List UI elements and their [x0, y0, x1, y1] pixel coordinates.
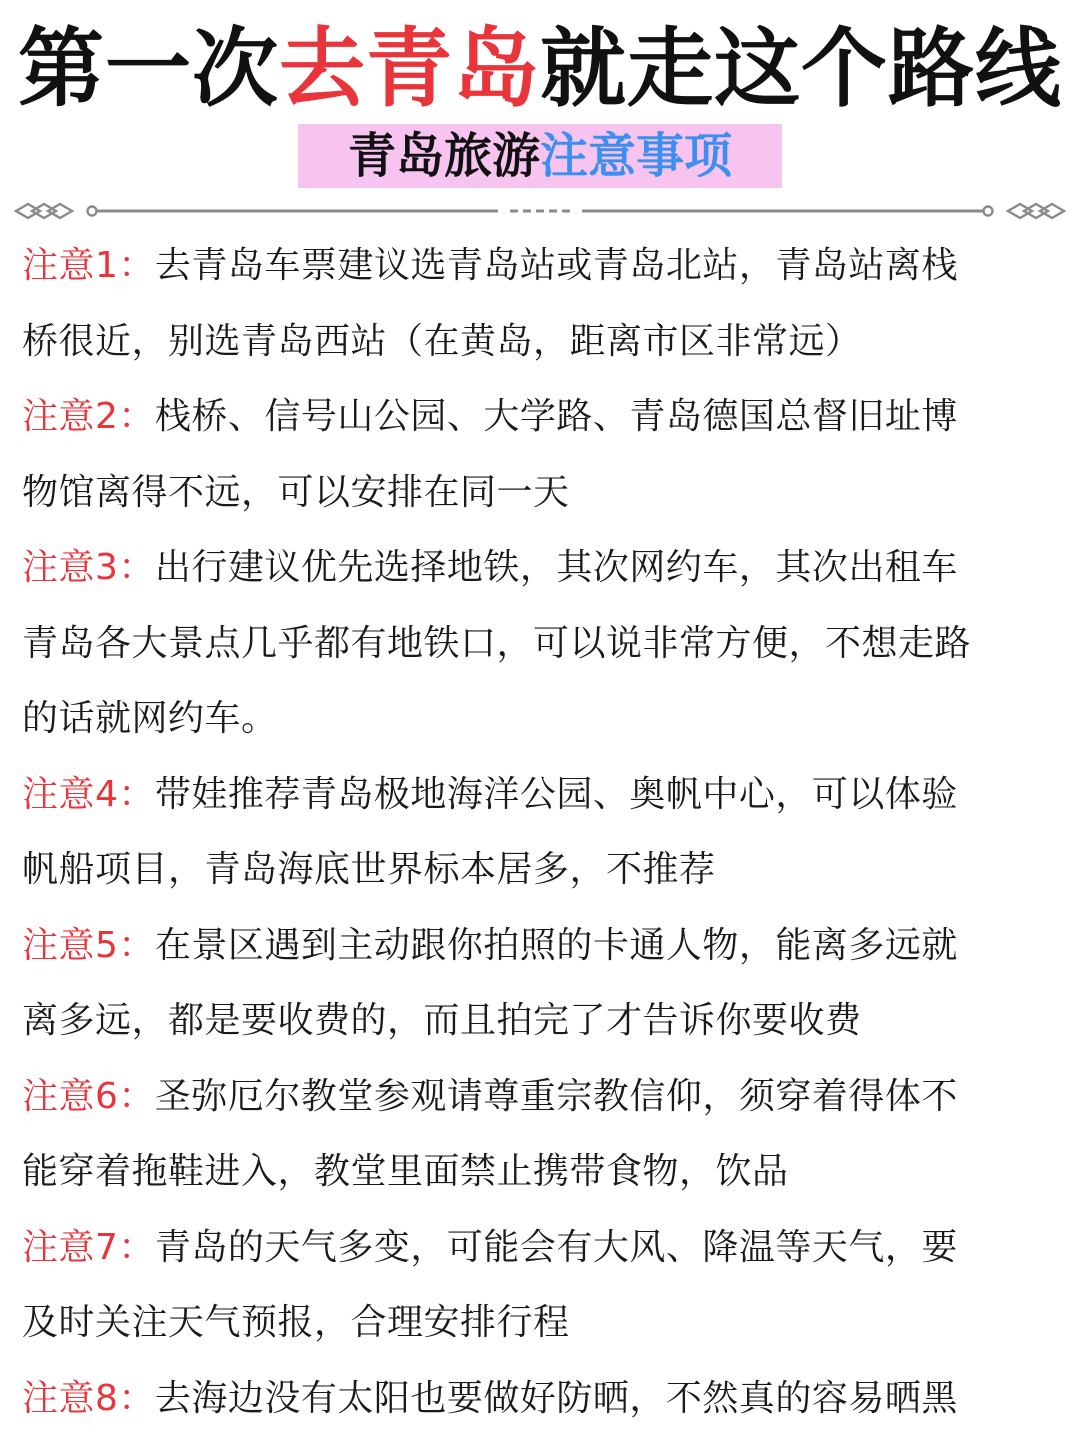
- note-label: 注意6：: [22, 1075, 155, 1117]
- note-label: 注意2：: [22, 396, 155, 437]
- right-ornament-icon: [1008, 204, 1064, 218]
- note-line: [22, 1361, 1072, 1437]
- note-label: 注意7：: [22, 1226, 155, 1268]
- title-part1: 第一次: [18, 19, 279, 119]
- note-label: 注意3：: [22, 547, 155, 588]
- note-label: 注意5：: [22, 924, 155, 966]
- note-line: 及时关注天气预报，合理安排行程: [22, 1302, 570, 1343]
- note-7: [22, 1210, 1072, 1361]
- note-line: 离多远，都是要收费的，而且拍完了才告诉你要收费: [22, 1000, 862, 1041]
- subtitle-accent: 注意事项: [540, 128, 733, 184]
- note-text: 带娃推荐青岛极地海洋公园、奥帆中心，可以体验: [154, 773, 958, 815]
- note-line: [22, 1210, 1072, 1286]
- note-text: 圣弥厄尔教堂参观请尊重宗教信仰，须穿着得体不: [154, 1075, 958, 1117]
- note-4: [22, 757, 1072, 908]
- page-title: [0, 14, 1080, 124]
- title-part2: 就走这个路线: [540, 19, 1062, 119]
- note-8: [22, 1361, 1072, 1437]
- title-accent: 去青岛: [279, 19, 540, 119]
- note-text: 栈桥、信号山公园、大学路、青岛德国总督旧址博: [154, 396, 958, 437]
- ornamental-divider: [14, 196, 1066, 226]
- note-line: [22, 379, 1072, 455]
- note-line: 帆船项目，青岛海底世界标本居多，不推荐: [22, 849, 716, 890]
- note-line: [22, 228, 1072, 304]
- note-line: 物馆离得不远，可以安排在同一天: [22, 471, 570, 513]
- subtitle-banner: [298, 124, 782, 188]
- note-6: [22, 1059, 1072, 1210]
- note-line: 能穿着拖鞋进入，教堂里面禁止携带食物，饮品: [22, 1151, 789, 1192]
- note-3: [22, 530, 1072, 757]
- note-label: 注意1：: [22, 245, 155, 286]
- note-line: [22, 1059, 1072, 1135]
- note-line: 的话就网约车。: [22, 698, 278, 739]
- note-text: 去海边没有太阳也要做好防晒，不然真的容易晒黑: [154, 1377, 958, 1419]
- right-dot-icon: [984, 207, 993, 216]
- note-2: [22, 379, 1072, 530]
- left-dot-icon: [88, 207, 97, 216]
- note-text: 在景区遇到主动跟你拍照的卡通人物，能离多远就: [154, 924, 958, 966]
- note-line: [22, 757, 1072, 833]
- note-5: [22, 908, 1072, 1059]
- note-line: [22, 530, 1072, 606]
- note-line: [22, 908, 1072, 984]
- left-ornament-icon: [16, 204, 72, 218]
- note-text: 去青岛车票建议选青岛站或青岛北站，青岛站离栈: [154, 245, 958, 286]
- note-text: 青岛的天气多变，可能会有大风、降温等天气，要: [154, 1226, 958, 1268]
- note-text: 出行建议优先选择地铁，其次网约车，其次出租车: [154, 547, 958, 588]
- note-line: 青岛各大景点几乎都有地铁口，可以说非常方便，不想走路: [22, 622, 972, 664]
- subtitle-part1: 青岛旅游: [347, 128, 540, 184]
- note-label: 注意4：: [22, 773, 155, 815]
- note-label: 注意8：: [22, 1377, 155, 1419]
- note-1: [22, 228, 1072, 379]
- note-line: 桥很近，别选青岛西站（在黄岛，距离市区非常远）: [22, 320, 862, 362]
- notes-list: [22, 228, 1072, 1436]
